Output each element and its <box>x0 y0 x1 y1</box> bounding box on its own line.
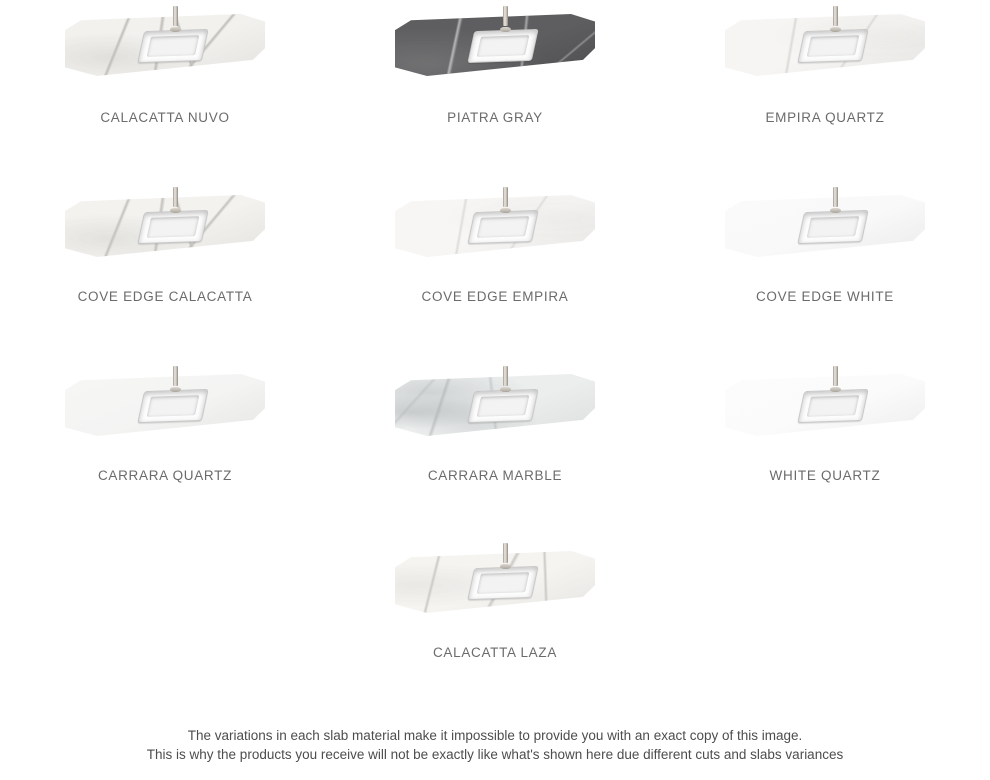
faucet-icon <box>501 187 510 211</box>
sink-basin <box>467 210 538 244</box>
sink-basin <box>797 389 868 423</box>
countertop-swatch <box>65 364 265 456</box>
material-card[interactable] <box>660 364 990 483</box>
material-card[interactable] <box>330 4 660 125</box>
faucet-icon <box>831 187 840 211</box>
material-label: CALACATTA NUVO <box>100 110 230 125</box>
materials-row <box>0 364 990 483</box>
materials-row <box>0 541 990 660</box>
material-card[interactable] <box>660 4 990 125</box>
material-card[interactable] <box>0 185 330 304</box>
faucet-icon <box>831 366 840 390</box>
countertop-swatch <box>65 185 265 277</box>
material-card[interactable] <box>330 185 660 304</box>
sink-basin <box>137 29 208 63</box>
material-label: EMPIRA QUARTZ <box>765 110 885 125</box>
countertop-swatch <box>725 364 925 456</box>
materials-row <box>0 4 990 125</box>
countertop-swatch <box>395 364 595 456</box>
sink-basin <box>467 566 538 600</box>
material-card[interactable] <box>0 4 330 125</box>
countertop-swatch <box>725 185 925 277</box>
countertop-swatch <box>395 4 595 96</box>
sink-basin <box>137 210 208 244</box>
material-label: COVE EDGE EMPIRA <box>421 289 569 304</box>
materials-row <box>0 185 990 304</box>
faucet-icon <box>831 6 840 30</box>
countertop-swatch <box>395 541 595 633</box>
material-card[interactable] <box>330 541 660 660</box>
material-label: WHITE QUARTZ <box>769 468 881 483</box>
faucet-icon <box>171 187 180 211</box>
countertop-swatch <box>395 185 595 277</box>
sink-basin <box>467 389 538 423</box>
faucet-icon <box>501 543 510 567</box>
material-label: CARRARA MARBLE <box>427 468 563 483</box>
disclaimer-line-1: The variations in each slab material make it impossible to provide you with an exact copy of this image. <box>187 728 803 743</box>
faucet-icon <box>171 6 180 30</box>
material-label: CARRARA QUARTZ <box>97 468 233 483</box>
material-label: COVE EDGE WHITE <box>755 289 894 304</box>
faucet-icon <box>501 366 510 390</box>
disclaimer-line-2: This is why the products you receive will not be exactly like what's shown here due different cuts and slabs variances <box>146 747 844 762</box>
countertop-swatch <box>65 4 265 96</box>
sink-basin <box>137 389 208 423</box>
material-card[interactable] <box>0 364 330 483</box>
material-card[interactable] <box>330 364 660 483</box>
material-label: CALACATTA LAZA <box>432 645 558 660</box>
material-card[interactable] <box>660 185 990 304</box>
material-label: COVE EDGE CALACATTA <box>77 289 253 304</box>
faucet-icon <box>501 6 510 30</box>
faucet-icon <box>171 366 180 390</box>
material-label: PIATRA GRAY <box>447 110 543 125</box>
sink-basin <box>797 210 868 244</box>
disclaimer <box>0 726 990 764</box>
sink-basin <box>797 29 868 63</box>
countertop-swatch <box>725 4 925 96</box>
sink-basin <box>467 29 538 63</box>
